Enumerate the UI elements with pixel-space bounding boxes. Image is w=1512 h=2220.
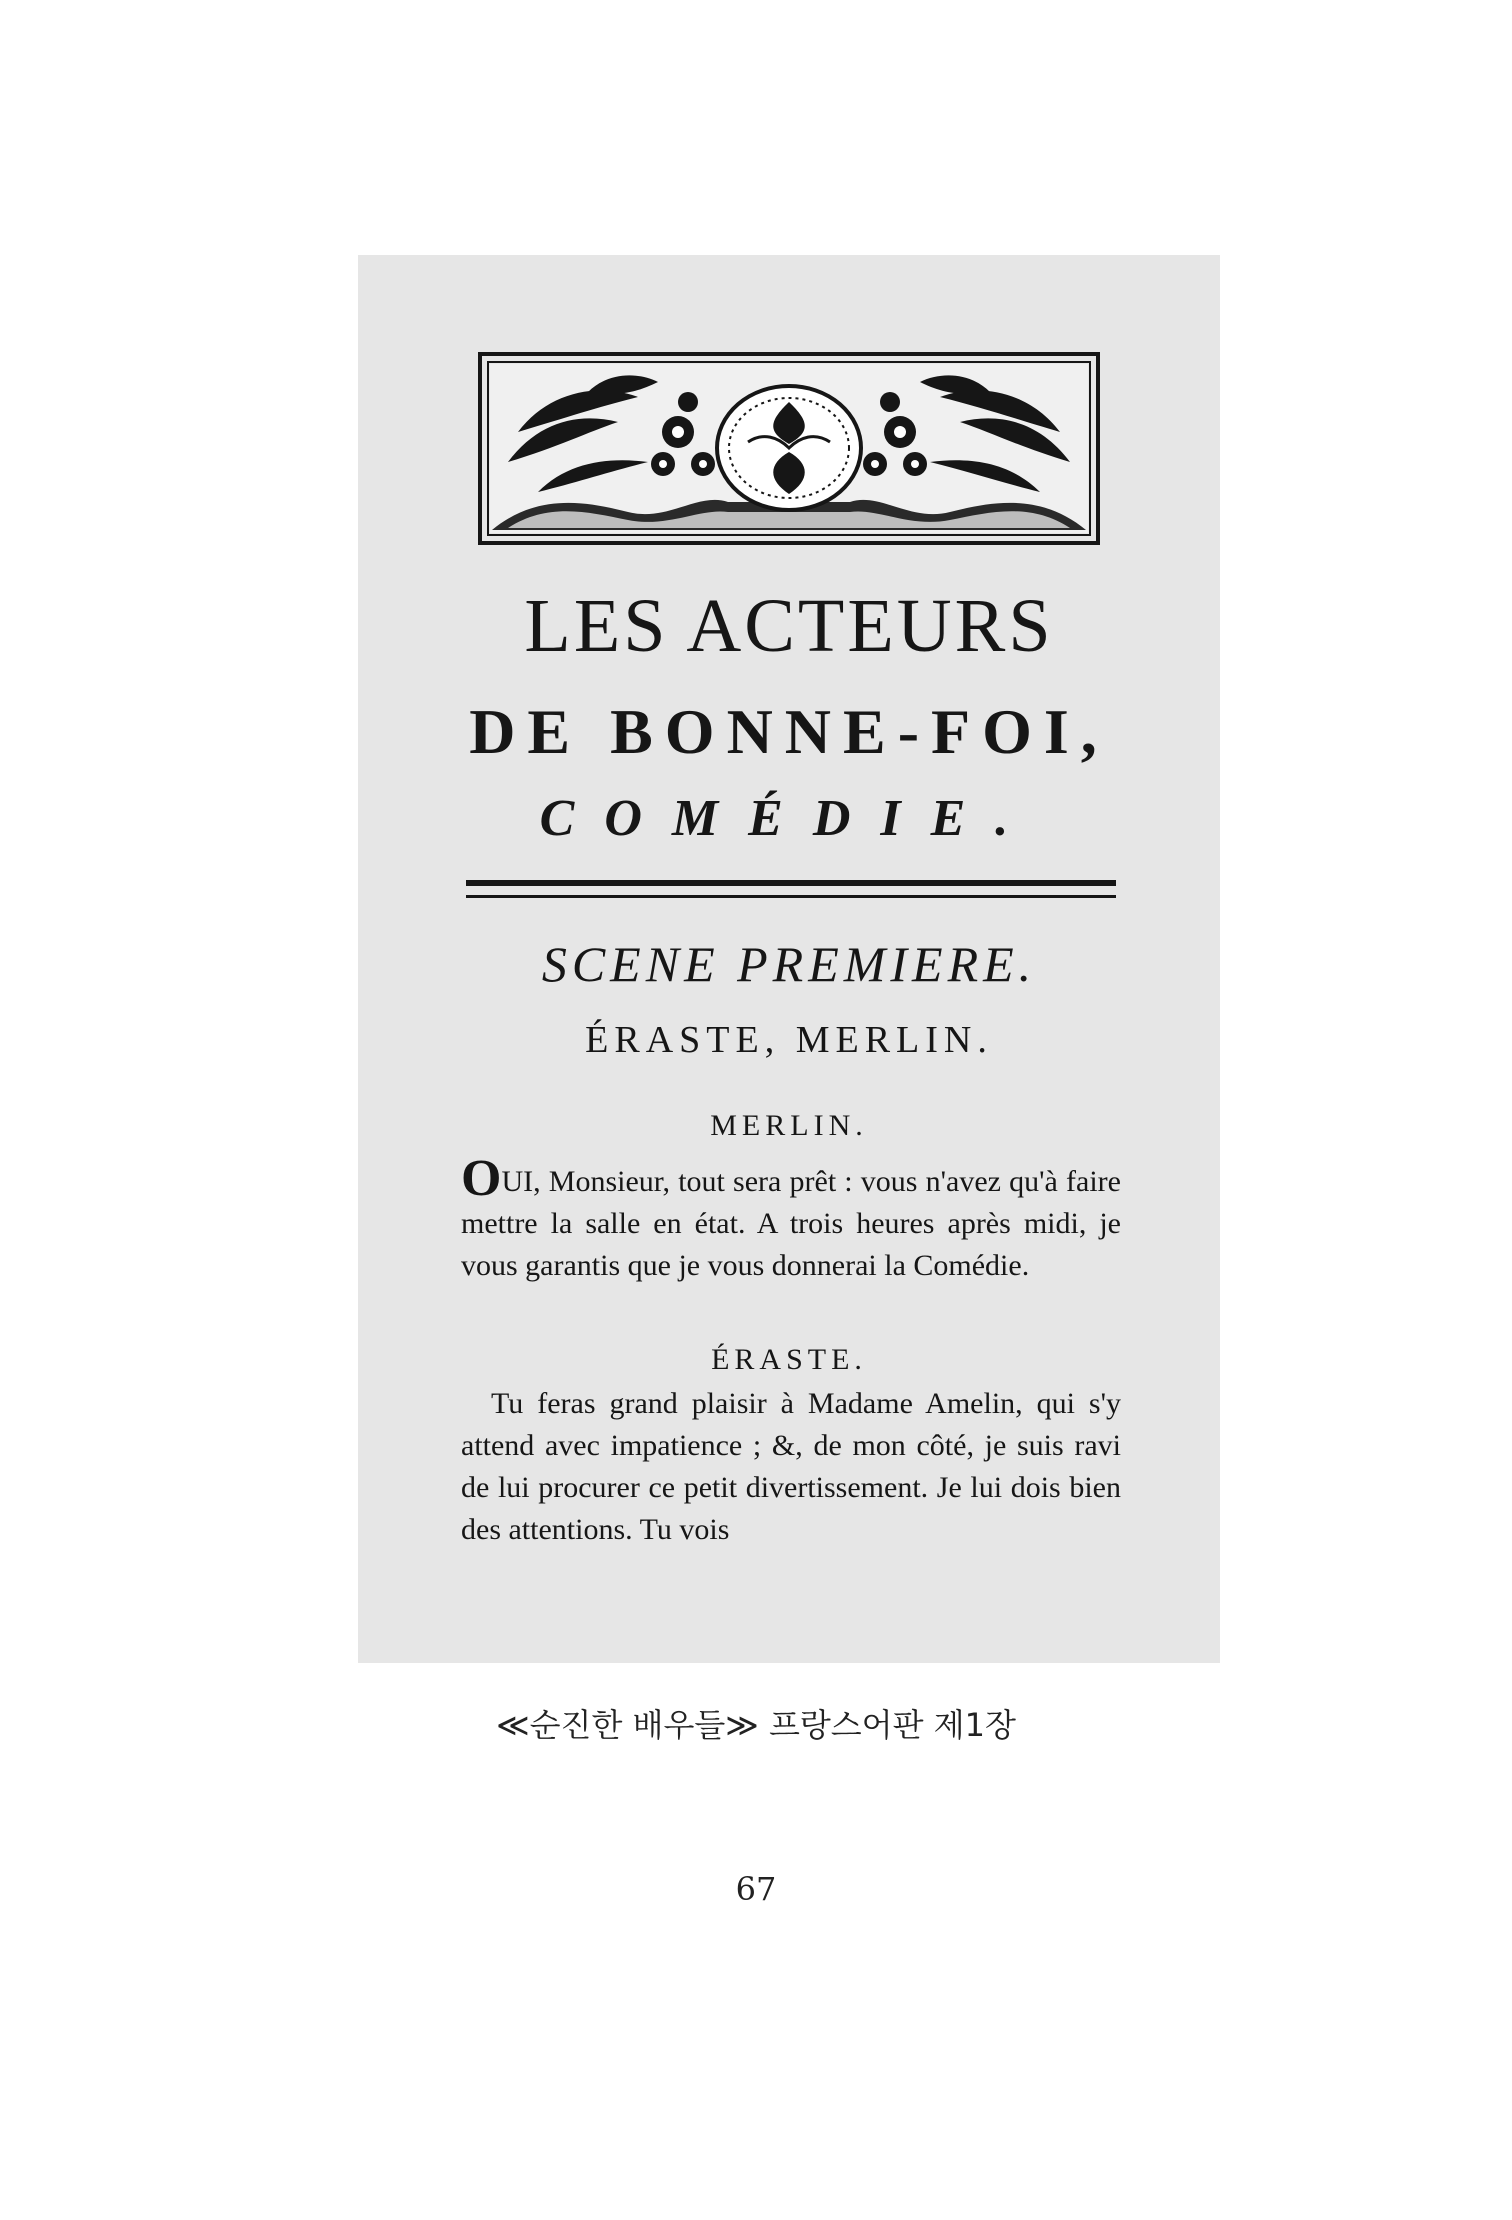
double-rule-thin [466,895,1116,898]
play-title: LES ACTEURS [524,584,1054,668]
figure-caption: ≪순진한 배우들≫ 프랑스어판 제1장 [496,1706,1016,1744]
speaker-merlin: MERLIN. [710,1109,868,1142]
genre-label: COMÉDIE. [539,790,1039,847]
speaker-eraste: ÉRASTE. [711,1343,867,1376]
play-subtitle: DE BONNE-FOI, [469,696,1109,767]
merlin-speech [461,1150,1121,1287]
eraste-speech: Tu feras grand plaisir à Madame Amelin, qui s'y attend avec impatience ; &, de mon côté, je suis ravi de lui procurer ce petit divertissement. Je lui dois bien des attentions. Tu vois [461,1387,1121,1546]
floral-headpiece-ornament [478,352,1100,545]
merlin-speech-text: UI, Monsieur, tout sera prêt : vous n'avez qu'à faire mettre la salle en état. A trois heures après midi, je vous garantis que je vous donnerai la Comédie. [461,1165,1121,1282]
drop-cap: O [461,1150,502,1207]
double-rule-thick [466,880,1116,886]
page-number: 67 [735,1870,777,1908]
scene-heading: SCENE PREMIERE. [541,936,1037,992]
character-list: ÉRASTE, MERLIN. [585,1019,993,1061]
facsimile-plate [358,255,1220,1663]
